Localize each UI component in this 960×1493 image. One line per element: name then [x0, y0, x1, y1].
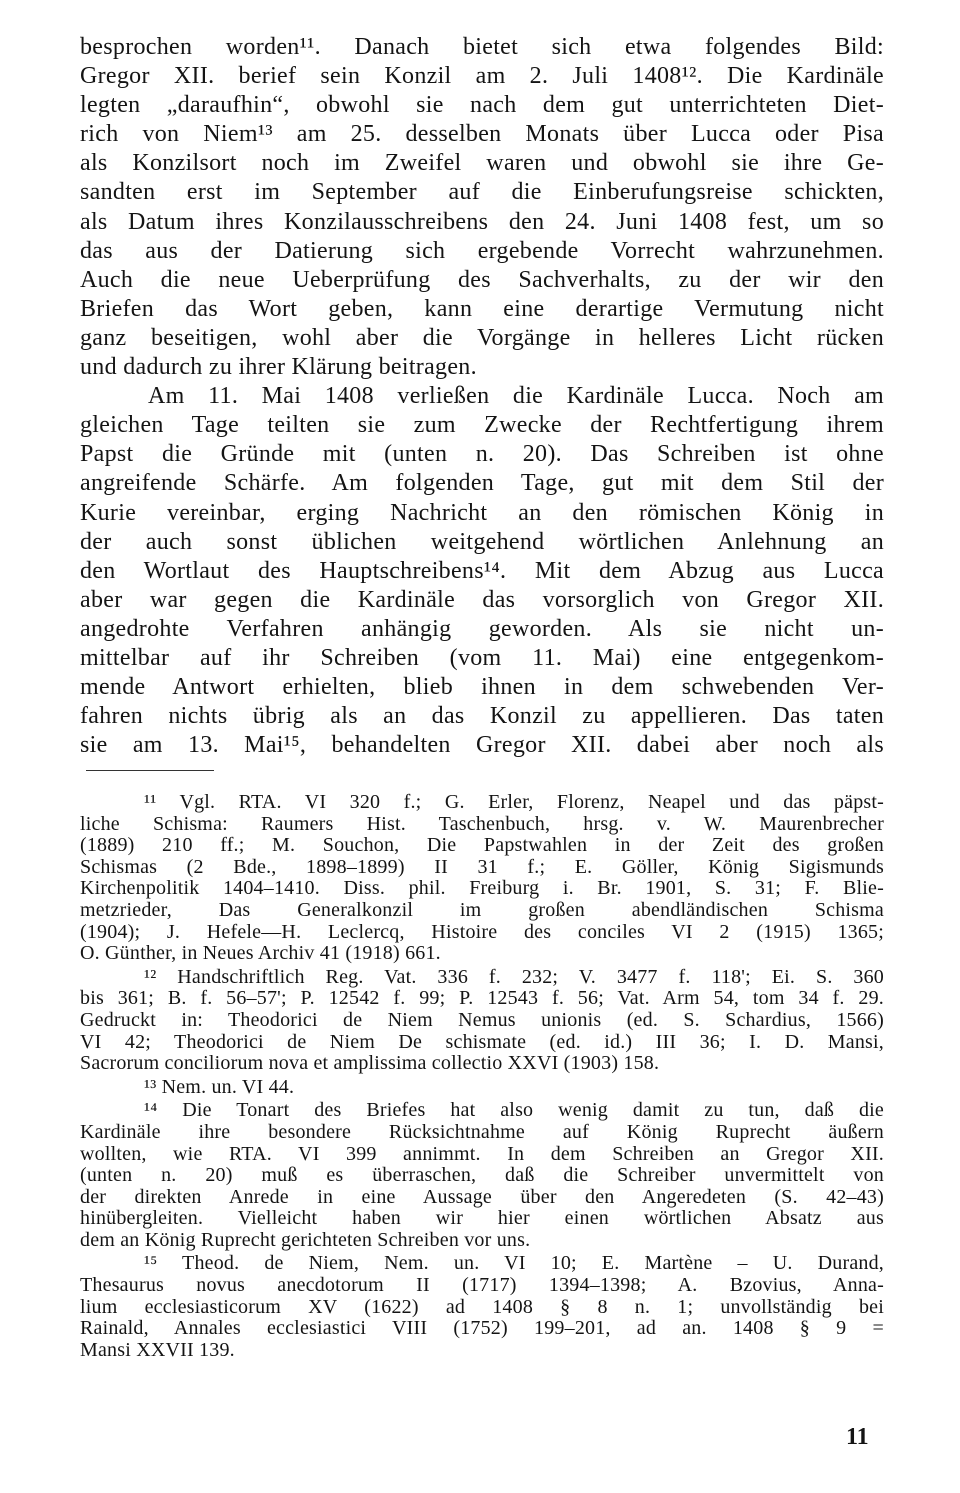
footnote-line: ¹¹ Vgl. RTA. VI 320 f.; G. Erler, Florenz, Neapel und das päpst-	[144, 791, 884, 813]
text-line: legten „daraufhin“, obwohl sie nach dem gut unterrichteten Diet-	[80, 92, 884, 119]
footnotes	[80, 792, 884, 1361]
text-line: der auch sonst üblichen weitgehend wörtlichen Anlehnung an	[80, 528, 884, 555]
footnote-separator	[86, 770, 214, 771]
footnote-line: ¹³ Nem. un. VI 44.	[144, 1075, 295, 1098]
text-line: Gregor XII. berief sein Konzil am 2. Juli 1408¹². Die Kardinäle	[80, 63, 884, 90]
footnote-line: ¹⁴ Die Tonart des Briefes hat also wenig damit zu tun, daß die	[144, 1099, 884, 1122]
text-line: den Wortlaut des Hauptschreibens¹⁴. Mit dem Abzug aus Lucca	[80, 557, 884, 584]
footnote-line: (1904); J. Hefele—H. Leclercq, Histoire des conciles VI 2 (1915) 1365;	[80, 920, 884, 943]
text-line: mende Antwort erhielten, blieb ihnen in dem schwebenden Ver-	[80, 674, 884, 701]
footnote-line: metzrieder, Das Generalkonzil im großen abendländischen Schisma	[80, 898, 884, 921]
footnote-line: Thesaurus novus anecdotorum II (1717) 1394–1398; A. Bzovius, Anna-	[80, 1274, 884, 1297]
footnote-line: liche Schisma: Raumers Hist. Taschenbuch, hrsg. v. W. Maurenbrecher	[80, 812, 884, 835]
text-line: Am 11. Mai 1408 verließen die Kardinäle Lucca. Noch am	[148, 383, 884, 410]
footnote-line: Kirchenpolitik 1404–1410. Diss. phil. Freiburg i. Br. 1901, S. 31; F. Blie-	[80, 877, 884, 900]
footnote-line: Rainald, Annales ecclesiastici VIII (1752) 199–201, ad an. 1408 § 9 =	[80, 1317, 884, 1340]
footnote-line: Gedruckt in: Theodorici de Niem Nemus unionis (ed. S. Schardius, 1566)	[80, 1008, 884, 1031]
text-line: rich von Niem¹³ am 25. desselben Monats über Lucca oder Pisa	[80, 121, 884, 148]
footnote-line: lium ecclesiasticorum XV (1622) ad 1408 § 8 n. 1; unvollständig bei	[80, 1295, 884, 1318]
footnote-line: hinübergleiten. Vielleicht haben wir hier einen wörtlichen Absatz aus	[80, 1207, 884, 1230]
text-line: Auch die neue Ueberprüfung des Sachverhalts, zu der wir den	[80, 266, 884, 293]
footnote-line: (unten n. 20) muß es überraschen, daß die Schreiber unvermittelt von	[80, 1164, 884, 1187]
text-line: angreifende Schärfe. Am folgenden Tage, gut mit dem Stil der	[80, 470, 884, 497]
footnote-line: Sacrorum conciliorum nova et amplissima collectio XXVI (1903) 158.	[80, 1052, 660, 1075]
footnote-line: bis 361; B. f. 56–57'; P. 12542 f. 99; P. 12543 f. 56; Vat. Arm 54, tom 34 f. 29.	[80, 987, 884, 1010]
footnote-line: Kardinäle ihre besondere Rücksichtnahme auf König Ruprecht äußern	[80, 1120, 884, 1143]
text-line: Briefen das Wort geben, kann eine derartige Vermutung nicht	[80, 295, 884, 322]
footnote-line: wollten, wie RTA. VI 399 annimmt. In dem Schreiben an Gregor XII.	[80, 1142, 884, 1165]
text-line: mittelbar auf ihr Schreiben (vom 11. Mai) eine entgegenkom-	[80, 644, 884, 671]
footnote-line: ¹⁵ Theod. de Niem, Nem. un. VI 10; E. Martène – U. Durand,	[144, 1252, 884, 1275]
main-text	[80, 33, 884, 760]
footnote-line: der direkten Anrede in eine Aussage über den Angeredeten (S. 42–43)	[80, 1185, 884, 1208]
text-line: sandten erst im September auf die Einberufungsreise schickten,	[80, 179, 884, 206]
footnote-line: (1889) 210 ff.; M. Souchon, Die Papstwahlen in der Zeit des großen	[80, 834, 884, 857]
text-line: das aus der Datierung sich ergebende Vorrecht wahrzunehmen.	[80, 237, 884, 264]
text-line: Kurie vereinbar, erging Nachricht an den römischen König in	[80, 499, 884, 526]
text-line: aber war gegen die Kardinäle das vorsorglich von Gregor XII.	[80, 586, 884, 613]
text-line: angedrohte Verfahren anhängig geworden. Als sie nicht un-	[80, 615, 884, 642]
text-line: sie am 13. Mai¹⁵, behandelten Gregor XII. dabei aber noch als	[80, 732, 884, 759]
text-line: Papst die Gründe mit (unten n. 20). Das Schreiben ist ohne	[80, 441, 884, 468]
text-line: gleichen Tage teilten sie zum Zwecke der Rechtfertigung ihrem	[80, 412, 884, 439]
footnote-line: Schismas (2 Bde., 1898–1899) II 31 f.; E. Göller, König Sigismunds	[80, 855, 884, 878]
footnote-line: ¹² Handschriftlich Reg. Vat. 336 f. 232; V. 3477 f. 118'; Ei. S. 360	[144, 965, 884, 988]
text-line: ganz beseitigen, wohl aber die Vorgänge in helleres Licht rücken	[80, 324, 884, 351]
text-line: besprochen worden¹¹. Danach bietet sich etwa folgendes Bild:	[80, 34, 884, 60]
page-number: 11	[846, 1424, 869, 1450]
text-line: als Datum ihres Konzilausschreibens den 24. Juni 1408 fest, um so	[80, 208, 884, 235]
text-line: fahren nichts übrig als an das Konzil zu appellieren. Das taten	[80, 703, 884, 730]
footnote-line: Mansi XXVII 139.	[80, 1338, 235, 1361]
text-line: als Konzilsort noch im Zweifel waren und obwohl sie ihre Ge-	[80, 150, 884, 177]
footnote-line: dem an König Ruprecht gerichteten Schreiben vor uns.	[80, 1228, 531, 1251]
text-line: und dadurch zu ihrer Klärung beitragen.	[80, 354, 477, 381]
footnote-line: O. Günther, in Neues Archiv 41 (1918) 661.	[80, 942, 441, 965]
footnote-line: VI 42; Theodorici de Niem De schismate (ed. id.) III 36; I. D. Mansi,	[80, 1030, 884, 1053]
